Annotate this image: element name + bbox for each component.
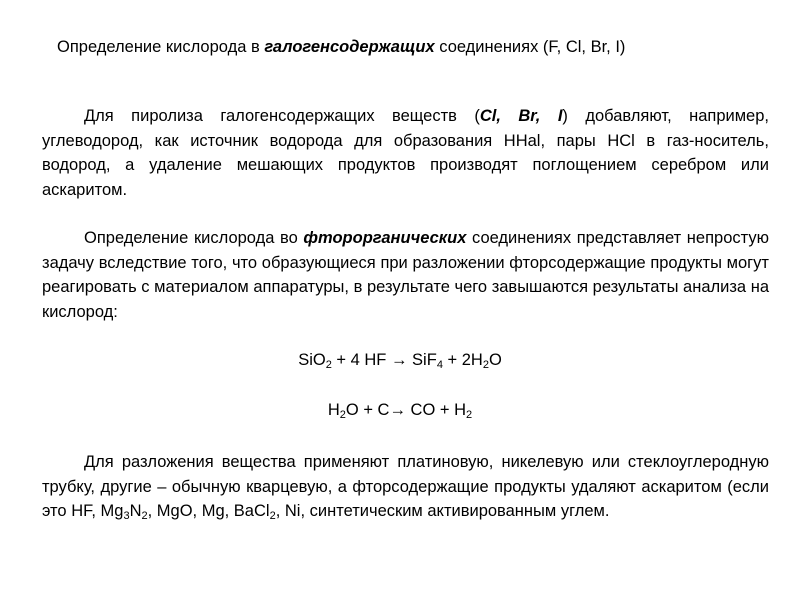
p3-text: Для разложения вещества применяют платиновую, никелевую или стеклоуглеродную трубку, другие – обычную кварцевую, а фторсодержащие продукты удаляют аскаритом (если это HF, Mg — [42, 453, 769, 520]
p1-text-start: Для пиролиза галогенсодержащих веществ ( — [84, 107, 480, 125]
eq2-part: H — [327, 401, 340, 419]
title-text-start: Определение кислорода в — [57, 38, 265, 56]
slide-title — [57, 36, 777, 58]
eq1-part: O — [488, 351, 502, 369]
eq1-subscript: 4 — [436, 359, 443, 371]
eq1-part: + 2H — [442, 351, 483, 369]
paragraph-pyrolysis — [42, 104, 769, 202]
p1-text-end: ) добавляют, например, углеводород, как источник водорода для образования HHal, пары HCl в газ-носитель, водород, а удаление мешающих продуктов производят поглощением серебром или аскаритом. — [42, 107, 769, 199]
eq2-subscript: 2 — [466, 409, 473, 421]
p3-text: , Ni, синтетическим активированным углем. — [275, 502, 610, 520]
paragraph-decomposition — [42, 450, 769, 524]
eq1-subscript: 2 — [482, 359, 489, 371]
title-emphasis: галогенсодержащих — [264, 38, 435, 56]
title-text-end: соединениях (F, Cl, Br, I) — [434, 38, 626, 56]
eq2-part: O + C→ CO + H — [345, 401, 467, 419]
p3-subscript: 2 — [269, 510, 276, 522]
p3-subscript: 2 — [141, 510, 148, 522]
paragraph-fluoroorganic — [42, 226, 769, 324]
p3-text: N — [129, 502, 142, 520]
eq1-subscript: 2 — [325, 359, 332, 371]
p2-emphasis: фторорганических — [303, 229, 467, 247]
p3-text: , MgO, Mg, BaCl — [147, 502, 270, 520]
p2-text-start: Определение кислорода во — [84, 229, 304, 247]
equation-sio2-hf — [0, 349, 800, 371]
eq2-subscript: 2 — [339, 409, 346, 421]
eq1-part: SiO — [298, 351, 326, 369]
p2-text-end: соединениях представляет непростую задачу вследствие того, что образующиеся при разложении фторсодержащие продукты могут реагировать с материалом аппаратуры, в результате чего завышаются результаты анализа на кислород: — [42, 229, 769, 321]
p1-emphasis: Cl, Br, I — [479, 107, 563, 125]
equation-h2o-c — [0, 399, 800, 421]
eq1-part: + 4 HF → SiF — [331, 351, 437, 369]
p3-subscript: 3 — [123, 510, 130, 522]
